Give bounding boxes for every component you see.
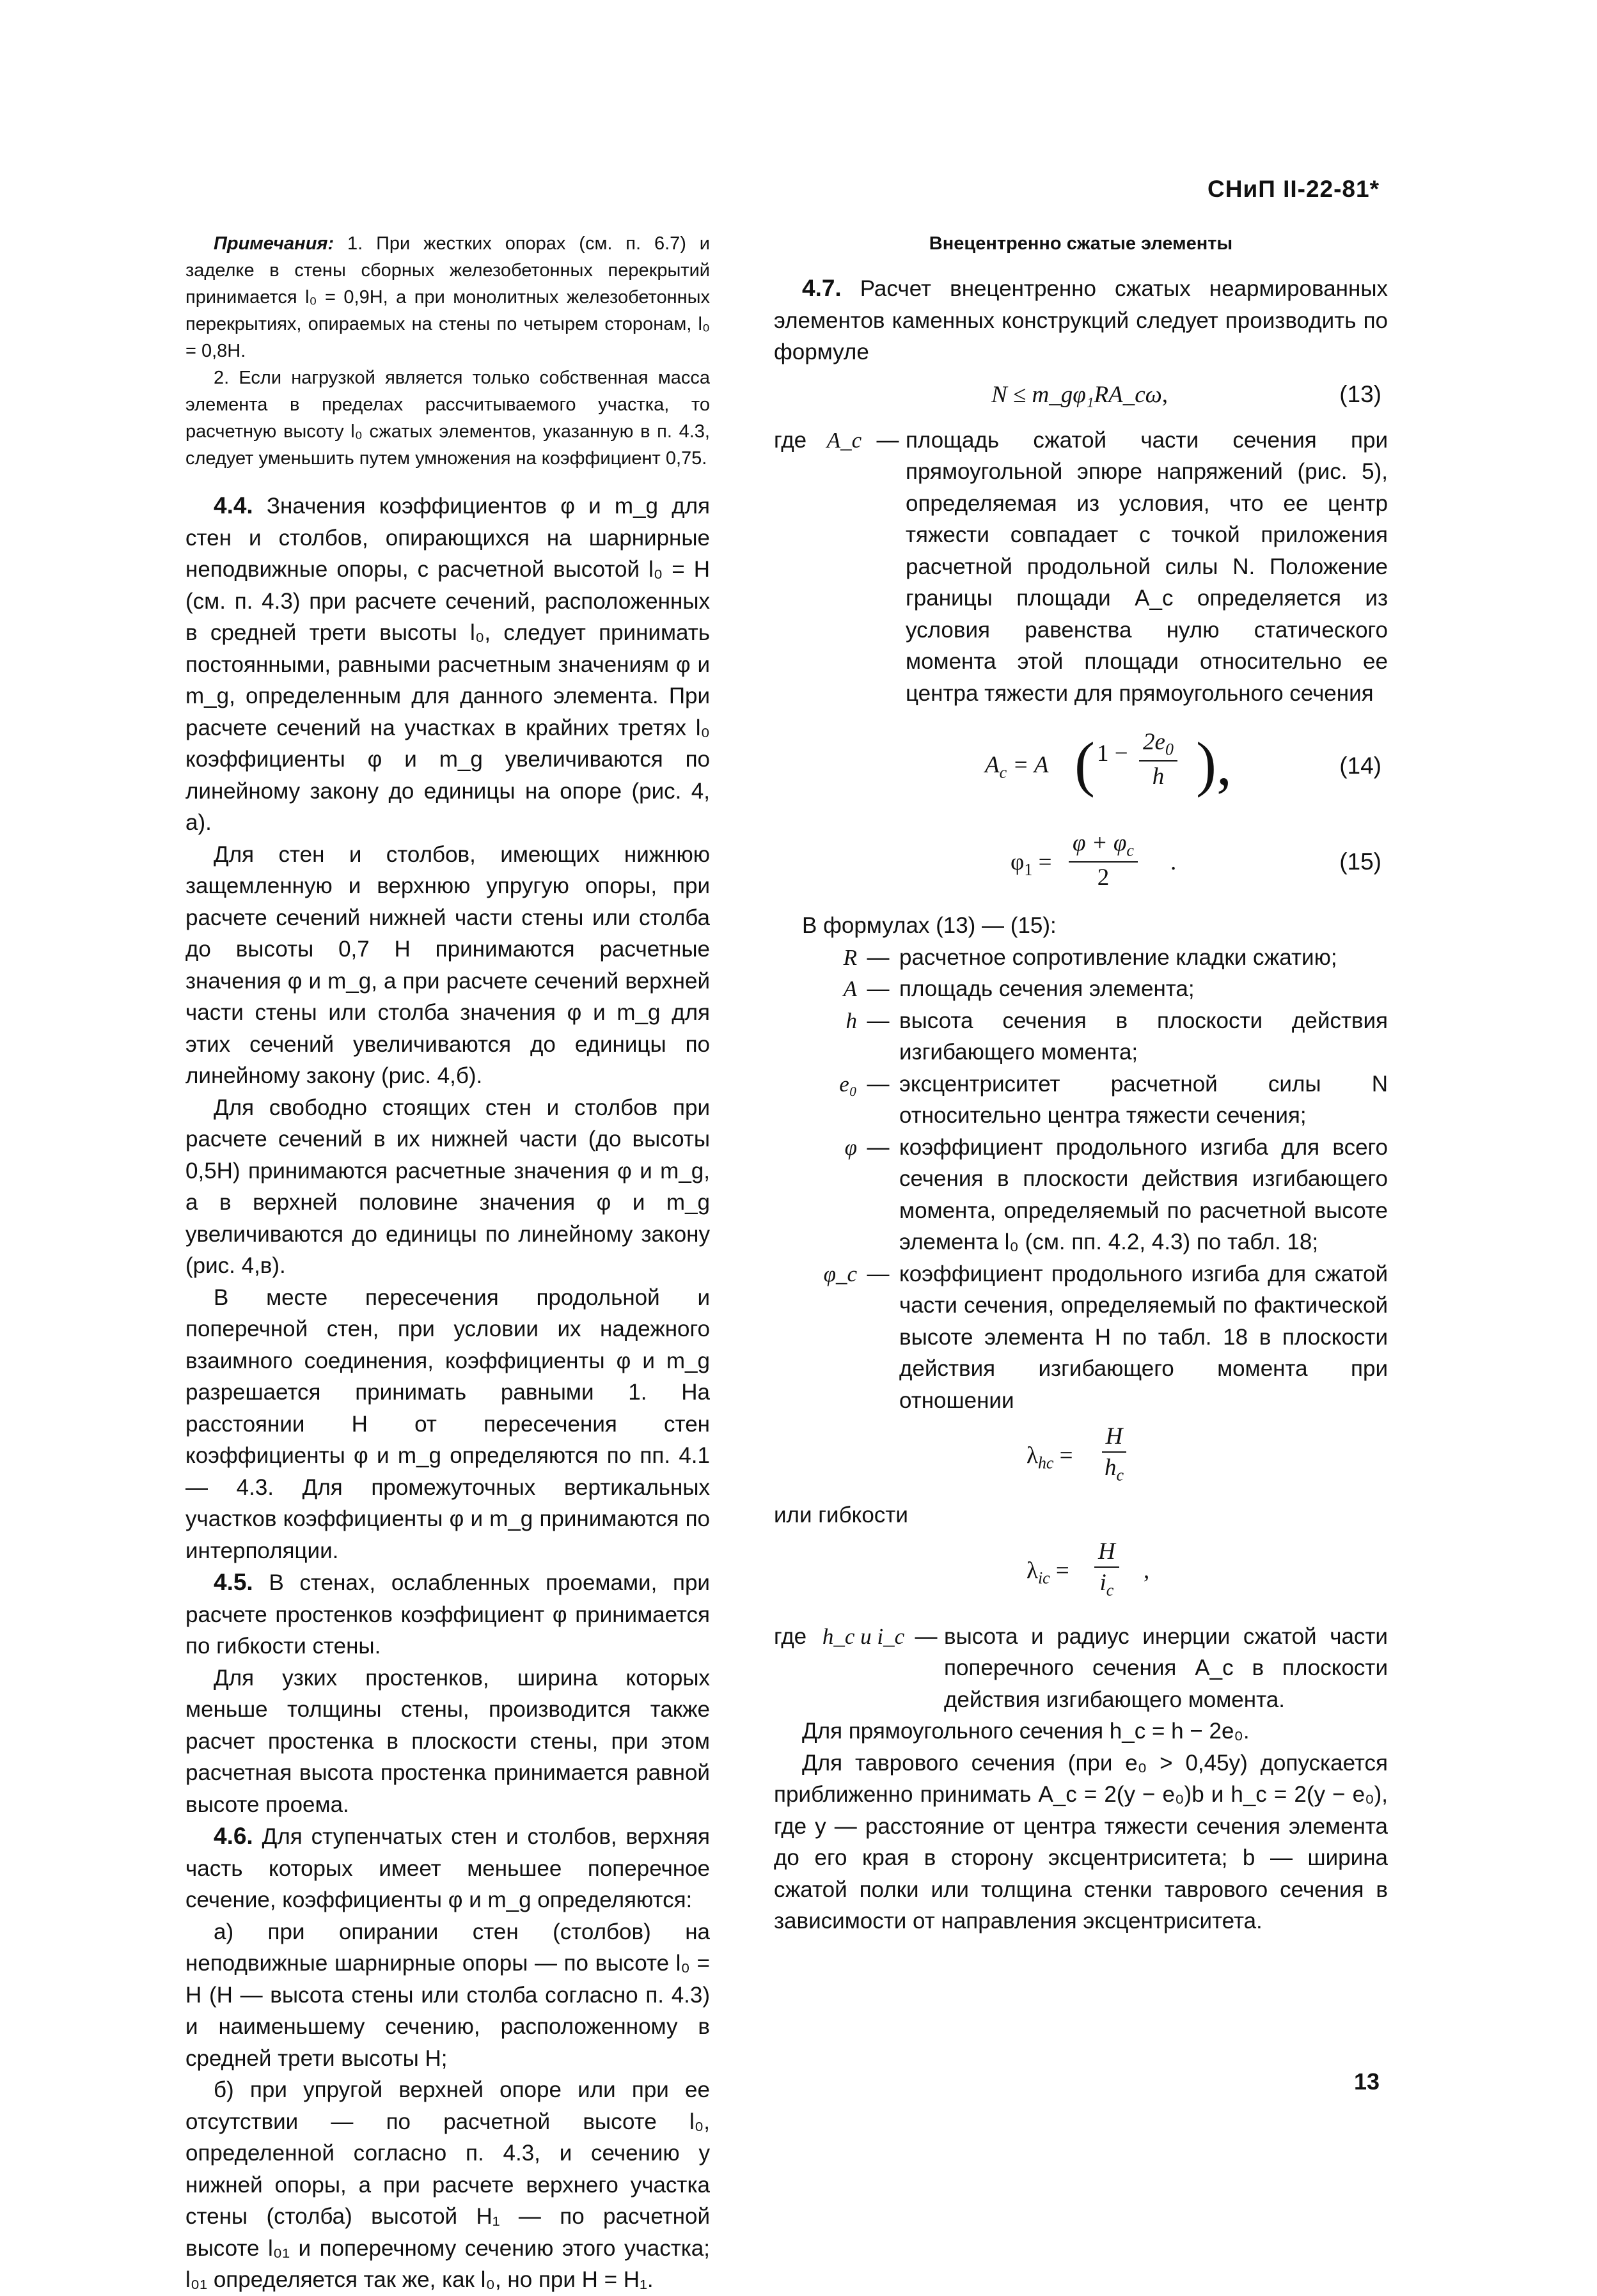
page-header: СНиП II-22-81* bbox=[1208, 176, 1380, 202]
left-column bbox=[185, 230, 710, 2296]
clause-4-5-text: В стенах, ослабленных проемами, при расчете простенков коэффициент φ принимается по гибкости стены. bbox=[185, 1570, 710, 1659]
definition-row: R — расчетное сопротивление кладки сжатию; bbox=[843, 944, 1337, 970]
formula-14-number: (14) bbox=[1339, 753, 1381, 779]
clause-4-4-text: Значения коэффициентов φ и m_g для стен и столбов, опирающихся на шарнирные неподвижные опоры, с расчетной высотой l₀ = H (см. п. 4.3) при расчете сечений, расположенных в средней трети высоты l₀, следует принимать постоянными, равными расчетным значениям φ и m_g, определенным для данного элемента. При расчете сечений на участках в крайних третях l₀ коэффициенты φ и m_g увеличиваются по линейному закону до единицы на опоре (рис. 4, а). bbox=[185, 494, 710, 835]
definition-row: e₀ — эксцентриситет расчетной силы N относительно центра тяжести сечения; bbox=[839, 1071, 1388, 1128]
definition-hc-ic-text: высота и радиус инерции сжатой части поперечного сечения A_c в плоскости действия изгибающего момента. bbox=[944, 1623, 1388, 1712]
formula-14: $A_c = A$ ( 1 − $\frac{2e_0}{h}$ ), (14) bbox=[985, 729, 1381, 798]
clause-4-6-item-a: а) при опирании стен (столбов) на неподвижные шарнирные опоры — по высоте l₀ = H (H — высота стены или столба согласно п. 4.3) и наименьшему сечению, расположенному в средней трети высоты H; bbox=[185, 1919, 710, 2071]
formula-13 bbox=[774, 377, 1388, 416]
where-label: где bbox=[774, 427, 807, 453]
definition-row: h — высота сечения в плоскости действия изгибающего момента; bbox=[846, 1008, 1388, 1065]
definition-ac: где A_c — площадь сжатой части сечения при прямоугольной эпюре напряжений (рис. 5), определяемая из условия, что ее центр тяжести совпадает с точкой приложения расчетной продольной силы N. Положение границы площади A_c определяется из условия равенства нулю статического момента этой площади относительно ее центра тяжести для прямоугольного сечения bbox=[774, 425, 1388, 710]
formula-13-body: N ≤ m_gφ₁RA_cω, bbox=[991, 381, 1168, 408]
formula-15: $\varphi_1$ = $\frac{\varphi + \varphi_c}{2}$ . (15) bbox=[1011, 830, 1381, 891]
notes-block bbox=[185, 230, 710, 472]
in-formulas-line: В формулах (13) — (15): bbox=[802, 913, 1057, 938]
notes-label: Примечания: bbox=[214, 233, 334, 254]
definition-row: A — площадь сечения элемента; bbox=[843, 976, 1195, 1001]
clause-4-5-number: 4.5. bbox=[214, 1569, 253, 1595]
section-title: Внецентренно сжатые элементы bbox=[929, 233, 1233, 254]
clause-4-6-text: Для ступенчатых стен и столбов, верхняя часть которых имеет меньшее поперечное сечение, коэффициенты φ и m_g определяются: bbox=[185, 1824, 710, 1912]
tee-section-text: Для таврового сечения (при e₀ > 0,45y) допускается приближенно принимать A_c = 2(y − e₀)b и h_c = 2(y − e₀), где y — расстояние от центра тяжести сечения элемента до его края в сторону эксцентриситета; b — ширина сжатой полки или толщина стенки таврового сечения в зависимости от направления эксцентриситета. bbox=[774, 1750, 1388, 1933]
clause-4-5-para-2: Для узких простенков, ширина которых меньше толщины стены, производится также расчет простенка в плоскости стены, при этом расчетная высота простенка принимается равной высоте проема. bbox=[185, 1665, 710, 1817]
formula-13-number: (13) bbox=[1339, 380, 1381, 407]
or-flexibility-label: или гибкости bbox=[774, 1503, 908, 1527]
note-2: 2. Если нагрузкой является только собственная масса элемента в пределах рассчитываемого участка, то расчетную высоту l₀ сжатых элементов, указанную в п. 4.3, следует уменьшить путем умножения на коэффициент 0,75. bbox=[185, 368, 710, 469]
clause-4-4-para-3: Для свободно стоящих стен и столбов при расчете сечений в их нижней части (до высоты 0,5H) принимаются расчетные значения φ и m_g, а в верхней половине значения φ и m_g увеличиваются до единицы по линейному закону (рис. 4,в). bbox=[185, 1095, 710, 1278]
clause-4-7-text: Расчет внецентренно сжатых неармированных элементов каменных конструкций следует производить по формуле bbox=[774, 276, 1388, 364]
definition-hc-ic: где h_c и i_c — высота и радиус инерции сжатой части поперечного сечения A_c в плоскости действия изгибающего момента. bbox=[774, 1621, 1388, 1716]
clause-4-6-number: 4.6. bbox=[214, 1823, 253, 1849]
definition-row: φ_c — коэффициент продольного изгиба для сжатой части сечения, определяемый по фактической высоте элемента H по табл. 18 в плоскости действия изгибающего момента при отношении bbox=[823, 1261, 1388, 1413]
clause-4-4-para-2: Для стен и столбов, имеющих нижнюю защемленную и верхнюю упругую опоры, при расчете сечений нижней части стены или столба до высоты 0,7 H принимаются расчетные значения φ и m_g, а при расчете сечений верхней части стены или столба значения φ и m_g для этих сечений увеличиваются до единицы по линейному закону (рис. 4,б). bbox=[185, 841, 710, 1088]
clause-4-6-item-b: б) при упругой верхней опоре или при ее отсутствии — по расчетной высоте l₀, определенной согласно п. 4.3, и сечению у нижней опоры, а при расчете верхнего участка стены (столба) высотой H₁ — по расчетной высоте l₀₁ и поперечному сечению этого участка; l₀₁ определяется так же, как l₀, но при H = H₁. bbox=[185, 2077, 710, 2292]
clause-4-4-para-4: В месте пересечения продольной и поперечной стен, при условии их надежного взаимного соединения, коэффициенты φ и m_g разрешается принимать равными 1. На расстоянии H от пересечения стен коэффициенты φ и m_g определяются по пп. 4.1 — 4.3. Для промежуточных вертикальных участков коэффициенты φ и m_g принимаются по интерполяции. bbox=[185, 1285, 710, 1563]
clause-4-7-number: 4.7. bbox=[802, 275, 842, 301]
definition-hc-ic-symbol: h_c и i_c bbox=[822, 1623, 905, 1649]
formula-lambda-ic: $\lambda_{ic}$ = $\frac{H}{i_c}$ , bbox=[1027, 1538, 1150, 1599]
left-body bbox=[185, 490, 710, 2296]
formula-15-number: (15) bbox=[1339, 848, 1381, 875]
page-number: 13 bbox=[1353, 2068, 1380, 2095]
definition-row: φ — коэффициент продольного изгиба для всего сечения в плоскости действия изгибающего момента, определяемый по расчетной высоте элемента l₀ (см. пп. 4.2, 4.3) по табл. 18; bbox=[844, 1134, 1388, 1254]
definition-ac-symbol: A_c bbox=[826, 427, 862, 453]
note-1: 1. При жестких опорах (см. п. 6.7) и заделке в стены сборных железобетонных перекрытий принимается l₀ = 0,9H, а при монолитных железобетонных перекрытиях, опираемых на стены по четырем сторонам, l₀ = 0,8H. bbox=[185, 233, 710, 361]
rect-section-text: Для прямоугольного сечения h_c = h − 2e₀. bbox=[802, 1719, 1250, 1744]
clause-4-4-number: 4.4. bbox=[214, 492, 253, 519]
definitions-list bbox=[774, 942, 1388, 1417]
definition-ac-text: площадь сжатой части сечения при прямоугольной эпюре напряжений (рис. 5), определяемая из условия, что ее центр тяжести совпадает с точкой приложения расчетной продольной силы N. Положение границы площади A_c определяется из условия равенства нулю статического момента этой площади относительно ее центра тяжести для прямоугольного сечения bbox=[906, 427, 1388, 706]
formula-lambda-hc: $\lambda_{hc}$ = $\frac{H}{h_c}$ bbox=[774, 1423, 1388, 1499]
right-column bbox=[774, 230, 1388, 1937]
